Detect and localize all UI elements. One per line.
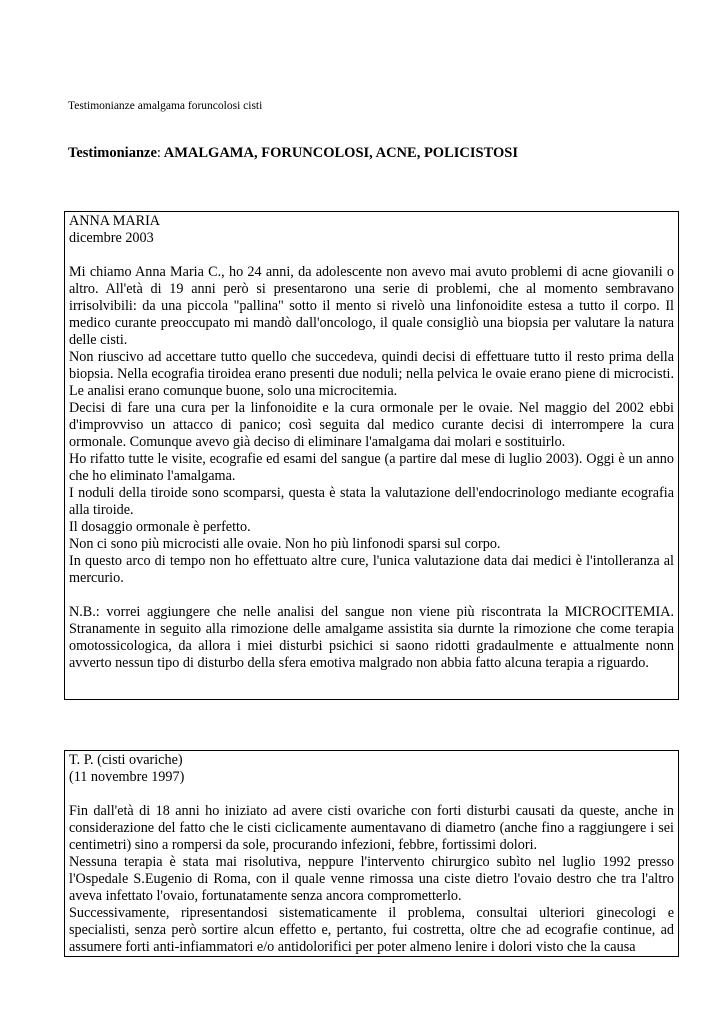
page-header: Testimonianze amalgama foruncolosi cisti [68, 100, 263, 112]
paragraph: Non ci sono più microcisti alle ovaie. Non ho più linfonodi sparsi sul corpo. [69, 536, 501, 552]
testimony-name: T. P. (cisti ovariche) [69, 752, 183, 768]
title-text: AMALGAMA, FORUNCOLOSI, ACNE, POLICISTOSI [163, 145, 518, 161]
testimony-anna-maria [64, 211, 679, 700]
title-separator: : [156, 145, 161, 161]
paragraph: Fin dall'età di 18 anni ho iniziato ad avere cisti ovariche con forti disturbi causati da queste, anche in considerazione del fatto che le cisti ciclicamente aumentavano di diametro (anche fino a raggiungere i sei centimetri) sino a rompersi da sole, procurando infezioni, febbre, fortissimi dolori. [69, 803, 674, 853]
page-title [68, 145, 518, 162]
paragraph: Non riuscivo ad accettare tutto quello che succedeva, quindi decisi di effettuare tutto il resto prima della biopsia. Nella ecografia tiroidea erano presenti due noduli; nella pelvica le ovaie erano piene di microcisti. Le analisi erano comunque buone, solo una microcitemia. [69, 349, 674, 399]
testimony-date: (11 novembre 1997) [69, 769, 185, 785]
title-label: Testimonianze [68, 145, 157, 161]
paragraph: Il dosaggio ormonale è perfetto. [69, 519, 251, 535]
note-paragraph: N.B.: vorrei aggiungere che nelle analisi del sangue non viene più riscontrata la MICROCITEMIA. Stranamente in seguito alla rimozione delle amalgame assistita sia durnte la rimozione che come terapia omotossicologica, da allora i miei disturbi psichici si saono ridotti gradaulmente e attualmente nonn avverto nessun tipo di disturbo della sfera emotiva malgrado non abbia fatto alcuna terapia a riguardo. [69, 604, 674, 671]
paragraph: Successivamente, ripresentandosi sistematicamente il problema, consultai ulteriori ginecologi e specialisti, senza però sortire alcun effetto e, pertanto, fui costretta, oltre che ad ecografie continue, ad assumere forti anti-infiammatori e/o antidolorifici per poter almeno lenire i dolori visto che la causa [69, 905, 674, 955]
paragraph: Decisi di fare una cura per la linfonoidite e la cura ormonale per le ovaie. Nel maggio del 2002 ebbi d'improvviso un attacco di panico; così seguita dal medico curante decisi di interrompere la cura ormonale. Comunque avevo già deciso di eliminare l'amalgama dai molari e sostituirlo. [69, 400, 674, 450]
testimony-name: ANNA MARIA [69, 213, 161, 229]
paragraph: In questo arco di tempo non ho effettuato altre cure, l'unica valutazione data dai medici è l'intolleranza al mercurio. [69, 553, 674, 586]
testimony-tp-cisti-ovariche [64, 750, 679, 957]
paragraph: Ho rifatto tutte le visite, ecografie ed esami del sangue (a partire dal mese di luglio 2003). Oggi è un anno che ho eliminato l'amalgama. [69, 451, 674, 484]
paragraph: Nessuna terapia è stata mai risolutiva, neppure l'intervento chirurgico subìto nel luglio 1992 presso l'Ospedale S.Eugenio di Roma, con il quale venne rimossa una ciste dietro l'ovaio destro che tra l'altro aveva infettato l'ovaio, fortunatamente senza ancora comprometterlo. [69, 854, 674, 904]
paragraph: Mi chiamo Anna Maria C., ho 24 anni, da adolescente non avevo mai avuto problemi di acne giovanili o altro. All'età di 19 anni però si presentarono una serie di problemi, che al momento sembravano irrisolvibili: da una piccola "pallina" sotto il mento si rivelò una linfonoidite estesa a tutto il corpo. Il medico curante preoccupato mi mandò dall'oncologo, il quale consigliò una biopsia per valutare la natura delle cisti. [69, 264, 674, 348]
testimony-date: dicembre 2003 [69, 230, 154, 246]
paragraph: I noduli della tiroide sono scomparsi, questa è stata la valutazione dell'endocrinologo mediante ecografia alla tiroide. [69, 485, 674, 518]
